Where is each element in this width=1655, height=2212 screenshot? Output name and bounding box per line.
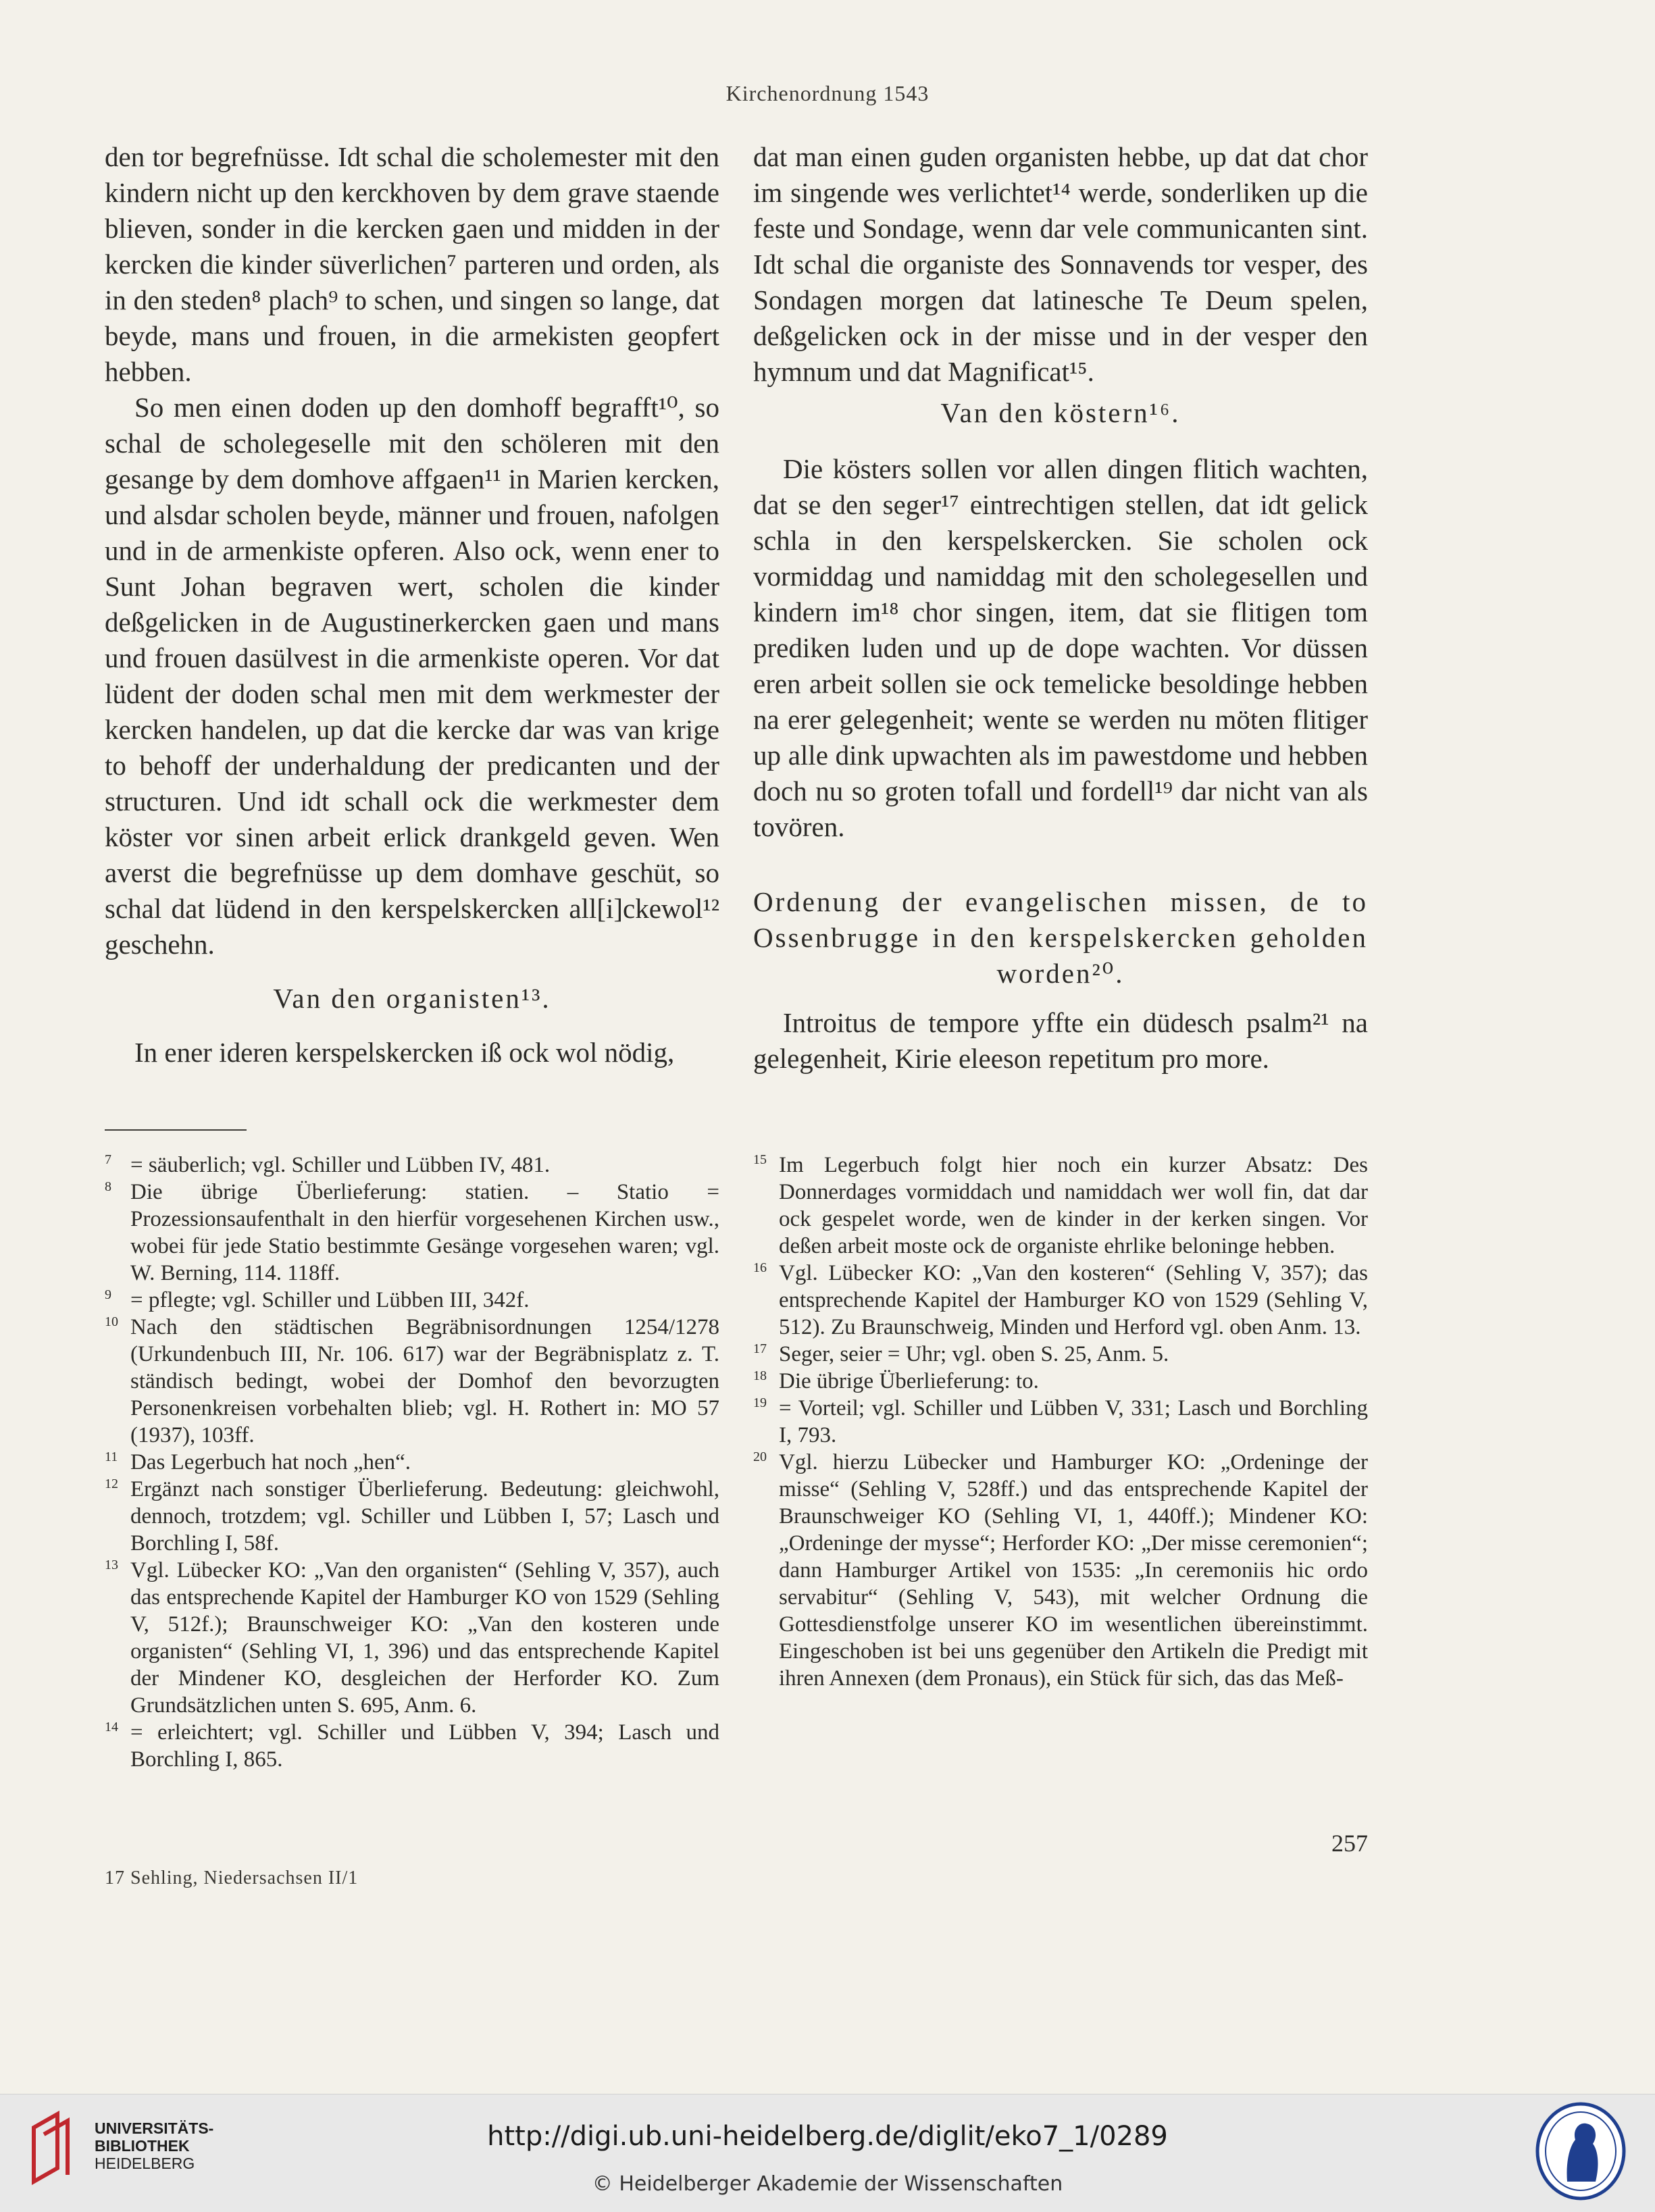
footnote: 7 = säuberlich; vgl. Schiller und Lübben IV, 481. xyxy=(105,1152,551,1177)
running-head: Kirchenordnung 1543 xyxy=(725,81,930,105)
copyright-notice: © Heidelberger Akademie der Wissenschaften xyxy=(592,2172,1063,2196)
footnote-text: Nach den städtischen Begräbnisordnungen 1254/1278 (Urkundenbuch III, Nr. 106. 617) war der Begräbnisplatz z. T. ständisch bedingt, wobei der Domhof den bevorzugten Personenkreisen vorbehalten blieb; vgl. H. Rothert in: MO 57 (1937), 103ff. xyxy=(130,1315,719,1447)
footnote-text: Die übrige Überlieferung: statien. – Statio = Prozessionsaufenthalt in den hierfür vorgesehenen Kirchen usw., wobei für jede Statio bestimmte Gesänge vorgesehen waren; vgl. W. Berning, 114. 118ff. xyxy=(130,1180,719,1285)
page-number: 257 xyxy=(1331,1830,1368,1857)
footnote: 8 Die übrige Überlieferung: statien. – Statio = Prozessionsaufenthalt in den hierfür vorgesehenen Kirchen usw., wobei für jede Statio bestimmte Gesänge vorgesehen waren; vgl. W. Berning, 114. 118ff. xyxy=(105,1179,719,1285)
footnote-text: = Vorteil; vgl. Schiller und Lübben V, 331; Lasch und Borchling I, 793. xyxy=(779,1396,1368,1447)
footnote-text: Im Legerbuch folgt hier noch ein kurzer Absatz: Des Donnerdages vormiddach und namiddach wer woll fin, dat dar ock gespelet worde, wen de kinder in der kerken singen. Vor deßen arbeit moste ock de organiste ehrlike beloninge hebben. xyxy=(779,1153,1368,1258)
footnote: 17 Seger, seier = Uhr; vgl. oben S. 25, Anm. 5. xyxy=(753,1341,1169,1366)
footnote-text: = säuberlich; vgl. Schiller und Lübben IV, 481. xyxy=(130,1153,551,1177)
heading-ordenung: Ordenung der evangelischen missen, de to Ossenbrugge in den kerspelskercken geholden worden²⁰. xyxy=(753,886,1368,989)
footnote: 11 Das Legerbuch hat noch „hen“. xyxy=(105,1449,411,1474)
footnote: 19 = Vorteil; vgl. Schiller und Lübben V, 331; Lasch und Borchling I, 793. xyxy=(753,1395,1368,1447)
footnote: 15 Im Legerbuch folgt hier noch ein kurzer Absatz: Des Donnerdages vormiddach und namiddach wer woll fin, dat dar ock gespelet worde, wen de kinder in der kerken singen. Vor deßen arbeit moste ock de organiste ehrlike beloninge hebben. xyxy=(753,1152,1368,1258)
permalink-url[interactable]: http://digi.ub.uni-heidelberg.de/diglit/eko7_1/0289 xyxy=(487,2121,1168,2152)
right-column xyxy=(753,139,1368,1077)
footnote: 18 Die übrige Überlieferung: to. xyxy=(753,1368,1039,1393)
footnote: 9 = pflegte; vgl. Schiller und Lübben III, 342f. xyxy=(105,1287,530,1312)
right-paragraph-1: dat man einen guden organisten hebbe, up dat dat chor im singende wes verlichtet¹⁴ werde, sonderliken up die feste und Sondage, wenn dar vele communicanten sint. Idt schal die organiste des Sonnavends tor vesper, des Sondagen morgen dat latinesche Te Deum spelen, deßgelicken ock in der misse und in der vesper den hymnum und dat Magnificat¹⁵. xyxy=(753,141,1368,387)
footnote-text: Die übrige Überlieferung: to. xyxy=(779,1369,1039,1393)
footnotes-left xyxy=(105,1152,719,1773)
right-paragraph-3: Introitus de tempore yffte ein düdesch psalm²¹ na gelegenheit, Kirie eleeson repetitum pro more. xyxy=(753,1007,1368,1074)
left-paragraph-2: So men einen doden up den domhoff begrafft¹⁰, so schal de scholegeselle mit den schöleren mit den gesange by dem domhove affgaen¹¹ in Marien kercken, und alsdar scholen beyde, männer und frouen, nafolgen und in de armenkiste opferen. Also ock, wenn ener to Sunt Johan begraven wert, scholen die kinder deßgelicken in de Augustinerkercken gaen und mans und frouen dasülvest in die armenkiste operen. Vor dat lüdent der doden schal men mit dem werkmester der kercken handelen, up dat die kercke dar was van krige to behoff der underhaldung der predicanten und der structuren. Und idt schall ock die werkmester dem köster vor sinen arbeit erlick drankgeld geven. Wen averst die begrefnüsse up dem domhave geschüt, so schal dat lüdend in den kerspelskercken all[i]ckewol¹² geschehn. xyxy=(105,392,719,960)
academy-seal-icon xyxy=(1533,2101,1628,2202)
footnote-text: Vgl. Lübecker KO: „Van den organisten“ (Sehling V, 357), auch das entsprechende Kapitel der Hamburger KO von 1529 (Sehling V, 512f.); Braunschweiger KO: „Van den kosteren unde organisten“ (Sehling VI, 1, 396) und das entsprechende Kapitel der Mindener KO, desgleichen der Herforder KO. Zum Grundsätzlichen unten S. 695, Anm. 6. xyxy=(130,1558,719,1718)
footnote: 16 Vgl. Lübecker KO: „Van den kosteren“ (Sehling V, 357); das entsprechende Kapitel der Hamburger KO von 1529 (Sehling V, 512). Zu Braunschweig, Minden und Herford vgl. oben Anm. 13. xyxy=(753,1260,1368,1339)
footnote: 13 Vgl. Lübecker KO: „Van den organisten“ (Sehling V, 357), auch das entsprechende Kapitel der Hamburger KO von 1529 (Sehling V, 512f.); Braunschweiger KO: „Van den kosteren unde organisten“ (Sehling VI, 1, 396) und das entsprechende Kapitel der Mindener KO, desgleichen der Herforder KO. Zum Grundsätzlichen unten S. 695, Anm. 6. xyxy=(105,1558,719,1718)
heading-koestern: Van den köstern¹⁶. xyxy=(940,397,1181,428)
logo-line-1: UNIVERSITÄTS- xyxy=(95,2119,214,2137)
footnote-text: = pflegte; vgl. Schiller und Lübben III, 342f. xyxy=(130,1288,530,1312)
left-column xyxy=(105,139,719,1071)
heading-organisten: Van den organisten¹³. xyxy=(273,983,551,1014)
left-paragraph-3: In ener ideren kerspelskercken iß ock wol nödig, xyxy=(134,1037,675,1068)
footnote: 14 = erleichtert; vgl. Schiller und Lübben V, 394; Lasch und Borchling I, 865. xyxy=(105,1720,719,1772)
footnote-text: Vgl. hierzu Lübecker und Hamburger KO: „Ordeninge der misse“ (Sehling V, 528ff.) und das entsprechende Kapitel der Braunschweiger KO (Sehling VI, 1, 440ff.); Mindener KO: „Ordeninge der mysse“; Herforder KO: „Der misse ceremonien“; dann Hamburger Artikel von 1535: „In ceremoniis hic ordo servabitur“ (Sehling V, 543), mit welcher Ordnung die Gottesdienstfolge unserer KO im wesentlichen übereinstimmt. Eingeschoben ist bei uns gegenüber den Artikeln die Predigt mit ihren Annexen (dem Pronaus), ein Stück für sich, das das Meß- xyxy=(779,1450,1368,1691)
logo-line-2: BIBLIOTHEK xyxy=(95,2137,190,2155)
left-paragraph-1: den tor begrefnüsse. Idt schal die scholemester mit den kindern nicht up den kerckhoven by dem grave staende blieven, sonder in die kercken gaen und midden in der kercken die kinder süverlichen⁷ parteren und orden, als in den steden⁸ plach⁹ to schen, und singen so lange, dat beyde, mans und frouen, in die armekisten geopfert hebben. xyxy=(105,141,719,387)
right-paragraph-2: Die kösters sollen vor allen dingen flitich wachten, dat se den seger¹⁷ eintrechtigen stellen, dat idt gelick schla in den kerspelskercken. Sie scholen ock vormiddag und namiddag mit den scholegesellen und kindern im¹⁸ chor singen, item, dat sie flitigen tom prediken luden und up de dope wachten. Vor düssen eren arbeit sollen sie ock temelicke besoldinge hebben na erer gelegenheit; wente se werden nu möten flitiger up alle dink upwachten als im pawestdome und hebben doch nu so groten tofall und fordell¹⁹ dar nicht van als tovören. xyxy=(753,453,1368,842)
footnote-text: Das Legerbuch hat noch „hen“. xyxy=(130,1450,411,1474)
footnote: 12 Ergänzt nach sonstiger Überlieferung. Bedeutung: gleichwohl, dennoch, trotzdem; vgl. Schiller und Lübben I, 57; Lasch und Borchling I, 58f. xyxy=(105,1476,719,1555)
logo-line-3: HEIDELBERG xyxy=(95,2155,195,2172)
footnote-text: Ergänzt nach sonstiger Überlieferung. Bedeutung: gleichwohl, dennoch, trotzdem; vgl. Schiller und Lübben I, 57; Lasch und Borchling I, 58f. xyxy=(130,1477,719,1555)
footnote: 20 Vgl. hierzu Lübecker und Hamburger KO: „Ordeninge der misse“ (Sehling V, 528ff.) und das entsprechende Kapitel der Braunschweiger KO (Sehling VI, 1, 440ff.); Mindener KO: „Ordeninge der mysse“; Herforder KO: „Der misse ceremonien“; dann Hamburger Artikel von 1535: „In ceremoniis hic ordo servabitur“ (Sehling V, 543), mit welcher Ordnung die Gottesdienstfolge unserer KO im wesentlichen übereinstimmt. Eingeschoben ist bei uns gegenüber den Artikeln die Predigt mit ihren Annexen (dem Pronaus), ein Stück für sich, das das Meß- xyxy=(753,1449,1368,1691)
footnote: 10 Nach den städtischen Begräbnisordnungen 1254/1278 (Urkundenbuch III, Nr. 106. 617) war der Begräbnisplatz z. T. ständisch bedingt, wobei der Domhof den bevorzugten Personenkreisen vorbehalten blieb; vgl. H. Rothert in: MO 57 (1937), 103ff. xyxy=(105,1314,719,1447)
footnote-text: Seger, seier = Uhr; vgl. oben S. 25, Anm. 5. xyxy=(779,1342,1169,1366)
footnote-rule xyxy=(105,1129,247,1131)
footnote-text: = erleichtert; vgl. Schiller und Lübben V, 394; Lasch und Borchling I, 865. xyxy=(130,1720,719,1772)
footnote-text: Vgl. Lübecker KO: „Van den kosteren“ (Sehling V, 357); das entsprechende Kapitel der Hamburger KO von 1529 (Sehling V, 512). Zu Braunschweig, Minden und Herford vgl. oben Anm. 13. xyxy=(779,1261,1368,1339)
signature-mark: 17 Sehling, Niedersachsen II/1 xyxy=(105,1868,359,1888)
footnotes-right xyxy=(753,1152,1368,1692)
